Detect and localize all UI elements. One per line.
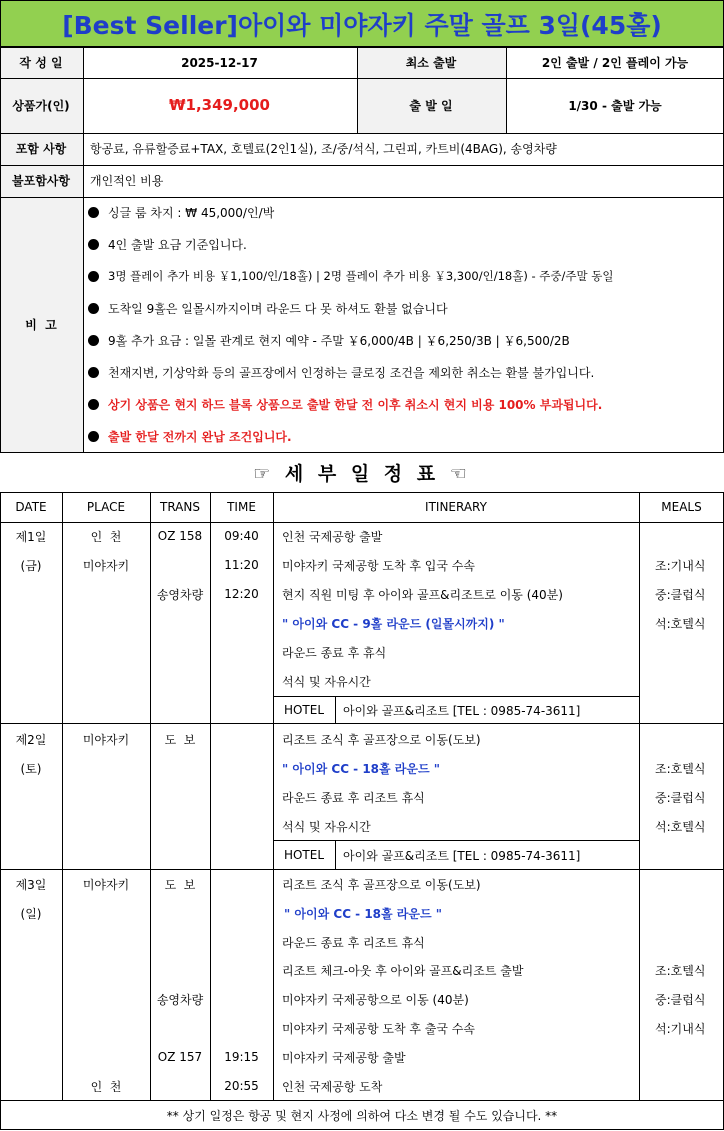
price-value: ₩1,349,000 <box>168 96 270 114</box>
day1-time-2: 11:20 <box>224 558 259 572</box>
bullet-icon <box>88 399 99 410</box>
header-place: PLACE <box>86 500 126 514</box>
day3-place-2: 인 천 <box>90 1079 122 1094</box>
day3-meal-3: 석:기내식 <box>655 1021 706 1036</box>
day3-meal-2: 중:클럽식 <box>655 992 706 1007</box>
day3-itinerary-2: " 아이와 CC - 18홀 라운드 " <box>284 906 443 921</box>
day1-time-3: 12:20 <box>224 587 259 601</box>
note-item-warning: 출발 한달 전까지 완납 조건입니다. <box>88 426 292 446</box>
day2-trans-1: 도 보 <box>164 732 196 747</box>
day2-itinerary-1: 리조트 조식 후 골프장으로 이동(도보) <box>282 732 481 747</box>
exclude-value: 개인적인 비용 <box>90 174 164 188</box>
header-meals: MEALS <box>661 500 702 514</box>
day3-trans-2: 송영차량 <box>156 992 204 1007</box>
day3-itinerary-3: 라운드 종료 후 리조트 휴식 <box>282 935 425 950</box>
day1-trans-2: 송영차량 <box>156 587 204 602</box>
written-date-value: 2025-12-17 <box>181 55 258 70</box>
include-value: 항공료, 유류할증료+TAX, 호텔료(2인1실), 조/중/석식, 그린피, 카트비(4BAG), 송영차량 <box>90 142 557 156</box>
footer-notice: ** 상기 일정은 항공 및 현지 사정에 의하여 다소 변경 될 수도 있습니다. ** <box>0 1100 724 1130</box>
day3-trans-3: OZ 157 <box>157 1050 203 1064</box>
exclude-label: 불포함사항 <box>12 174 70 188</box>
day3-meal-1: 조:호텔식 <box>655 963 706 978</box>
page-title: [Best Seller]아이와 미야자키 주말 골프 3일(45홀) <box>0 0 724 47</box>
day2-hotel-label: HOTEL <box>283 848 325 862</box>
day2-itinerary-4: 석식 및 자유시간 <box>282 819 371 834</box>
note-item: 싱글 룸 차지 : ₩ 45,000/인/박 <box>88 202 274 222</box>
day1-hotel-label: HOTEL <box>283 703 325 717</box>
day3-date: 제3일 <box>15 877 47 892</box>
day1-meal-3: 석:호텔식 <box>655 616 706 631</box>
header-trans: TRANS <box>160 500 200 514</box>
price-label: 상품가(인) <box>12 98 70 113</box>
depart-date-label: 출 발 일 <box>409 98 453 113</box>
day2-meal-2: 중:클럽식 <box>655 790 706 805</box>
bullet-icon <box>88 431 99 442</box>
day2-meal-3: 석:호텔식 <box>655 819 706 834</box>
day2-itinerary-2: " 아이와 CC - 18홀 라운드 " <box>282 761 441 776</box>
include-label: 포함 사항 <box>15 142 67 156</box>
day3-itinerary-1: 리조트 조식 후 골프장으로 이동(도보) <box>282 877 481 892</box>
day3-itinerary-6: 미야자키 국제공항 도착 후 출국 수속 <box>282 1021 475 1036</box>
bullet-icon <box>88 271 99 282</box>
header-date: DATE <box>15 500 47 514</box>
note-item: 천재지변, 기상악화 등의 골프장에서 인정하는 클로징 조건을 제외한 취소는 환불 불가입니다. <box>88 362 594 382</box>
day3-place-1: 미야자키 <box>82 877 130 892</box>
day1-itinerary-1: 인천 국제공항 출발 <box>282 529 383 544</box>
day3-itinerary-8: 인천 국제공항 도착 <box>282 1079 383 1094</box>
note-item-warning: 상기 상품은 현지 하드 블록 상품으로 출발 한달 전 이후 취소시 현지 비용 100% 부과됩니다. <box>88 394 602 414</box>
bullet-icon <box>88 335 99 346</box>
bullet-icon <box>88 207 99 218</box>
day1-itinerary-5: 라운드 종료 후 휴식 <box>282 645 387 660</box>
day3-time-2: 20:55 <box>224 1079 259 1093</box>
day3-dow: (일) <box>20 906 42 921</box>
day1-itinerary-4: " 아이와 CC - 9홀 라운드 (일몰시까지) " <box>282 616 505 631</box>
day1-hotel-value: 아이와 골프&리조트 [TEL : 0985-74-3611] <box>343 703 581 718</box>
day3-time-1: 19:15 <box>224 1050 259 1064</box>
day1-meal-2: 중:클럽식 <box>655 587 706 602</box>
schedule-title: ☞ 세 부 일 정 표 ☜ <box>253 462 471 485</box>
day1-itinerary-3: 현지 직원 미팅 후 아이와 골프&리조트로 이동 (40분) <box>282 587 563 602</box>
day2-dow: (토) <box>20 761 42 776</box>
day3-itinerary-5: 미야자키 국제공항으로 이동 (40분) <box>282 992 469 1007</box>
note-item: 도착일 9홀은 일몰시까지이며 라운드 다 못 하셔도 환불 없습니다 <box>88 298 448 318</box>
min-depart-value: 2인 출발 / 2인 플레이 가능 <box>541 56 689 70</box>
day1-trans-1: OZ 158 <box>157 529 203 543</box>
day3-itinerary-4: 리조트 체크-아웃 후 아이와 골프&리조트 출발 <box>282 963 524 978</box>
day3-trans-1: 도 보 <box>164 877 196 892</box>
header-time: TIME <box>227 500 256 514</box>
day1-meal-1: 조:기내식 <box>655 558 706 573</box>
header-itinerary: ITINERARY <box>425 500 487 514</box>
note-item: 9홀 추가 요금 : 일몰 관계로 현지 예약 - 주말 ￥6,000/4B | ￥6,250/3B | ￥6,500/2B <box>88 330 570 350</box>
notes-label: 비 고 <box>25 317 57 332</box>
bullet-icon <box>88 303 99 314</box>
day2-hotel-value: 아이와 골프&리조트 [TEL : 0985-74-3611] <box>343 848 581 863</box>
day1-place-1: 인 천 <box>90 529 122 544</box>
depart-date-value: 1/30 - 출발 가능 <box>568 98 662 113</box>
bullet-icon <box>88 239 99 250</box>
day3-itinerary-7: 미야자키 국제공항 출발 <box>282 1050 406 1065</box>
day1-place-2: 미야자키 <box>82 558 130 573</box>
note-item: 3명 플레이 추가 비용 ￥1,100/인/18홀) | 2명 플레이 추가 비용 ￥3,300/인/18홀) - 주중/주말 동일 <box>88 266 613 286</box>
written-date-label: 작 성 일 <box>19 56 63 70</box>
day2-place-1: 미야자키 <box>82 732 130 747</box>
day2-date: 제2일 <box>15 732 47 747</box>
day1-date: 제1일 <box>15 529 47 544</box>
min-depart-label: 최소 출발 <box>405 56 457 70</box>
bullet-icon <box>88 367 99 378</box>
note-item: 4인 출발 요금 기준입니다. <box>88 234 247 254</box>
day2-meal-1: 조:호텔식 <box>655 761 706 776</box>
day1-dow: (금) <box>20 558 42 573</box>
day1-itinerary-2: 미야자키 국제공항 도착 후 입국 수속 <box>282 558 475 573</box>
day2-itinerary-3: 라운드 종료 후 리조트 휴식 <box>282 790 425 805</box>
day1-time-1: 09:40 <box>224 529 259 543</box>
day1-itinerary-6: 석식 및 자유시간 <box>282 674 371 689</box>
